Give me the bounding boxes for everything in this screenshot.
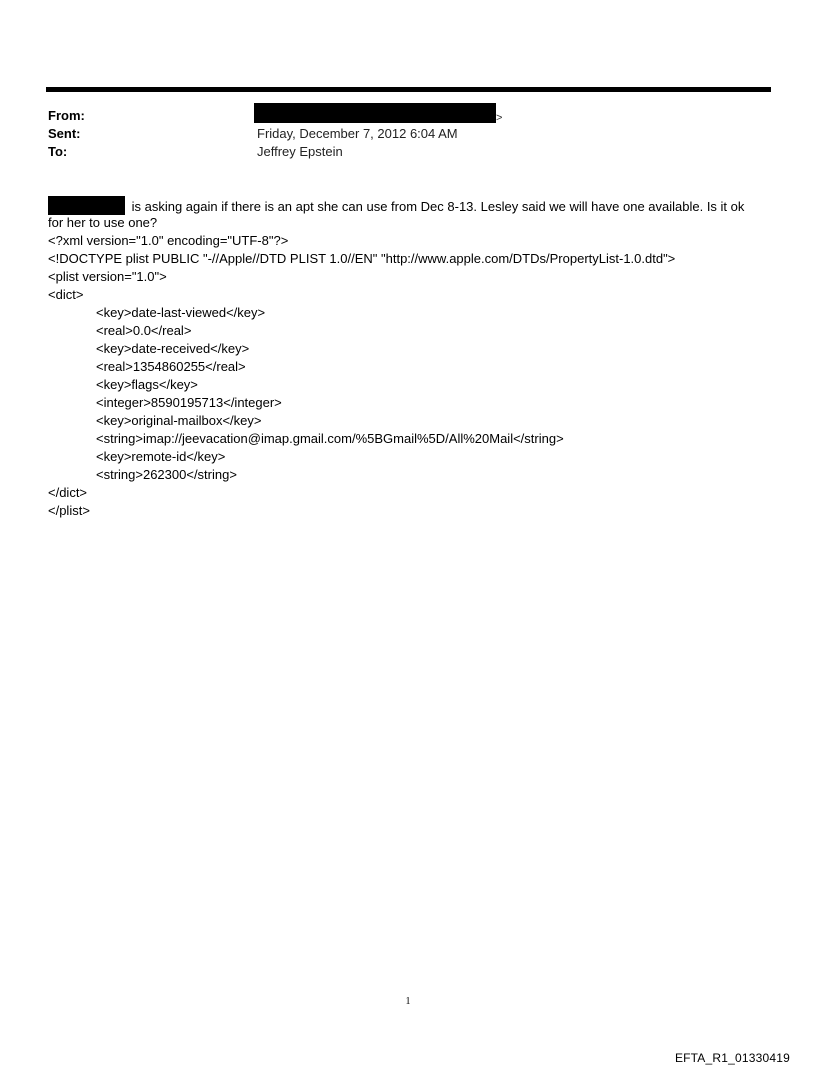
plist-close-tag: </plist> [48, 503, 90, 518]
redaction-bar [254, 103, 496, 123]
to-label: To: [48, 144, 68, 159]
plist-entry: <string>imap://jeevacation@imap.gmail.com/%5BGmail%5D/All%20Mail</string> [96, 431, 564, 446]
header-rule [46, 87, 771, 92]
to-row [48, 143, 768, 161]
plist-open-tag: <plist version="1.0"> [48, 269, 167, 284]
email-body [48, 196, 768, 520]
plist-entry: <key>flags</key> [96, 377, 198, 392]
doctype-line: <!DOCTYPE plist PUBLIC "-//Apple//DTD PLIST 1.0//EN" "http://www.apple.com/DTDs/PropertyList-1.0.dtd"> [48, 251, 676, 266]
plist-entry: <real>0.0</real> [96, 323, 192, 338]
message-line: for her to use one? [48, 215, 158, 230]
xml-declaration: <?xml version="1.0" encoding="UTF-8"?> [48, 233, 289, 248]
plist-entry: <integer>8590195713</integer> [96, 395, 282, 410]
message-line [48, 196, 768, 214]
sent-label: Sent: [48, 126, 81, 141]
email-header [48, 107, 768, 161]
sent-value: Friday, December 7, 2012 6:04 AM [257, 126, 458, 141]
plist-entry: <key>date-received</key> [96, 341, 250, 356]
from-label: From: [48, 108, 85, 123]
page-number: 1 [405, 996, 411, 1007]
from-row [48, 107, 768, 125]
from-value-suffix: > [496, 112, 503, 124]
message-text: is asking again if there is an apt she can use from Dec 8-13. Lesley said we will have one available. Is it ok [128, 199, 745, 214]
plist-entry: <key>date-last-viewed</key> [96, 305, 266, 320]
plist-entry: <real>1354860255</real> [96, 359, 246, 374]
plist-entry: <key>original-mailbox</key> [96, 413, 262, 428]
plist-entry: <key>remote-id</key> [96, 449, 226, 464]
to-value: Jeffrey Epstein [257, 144, 343, 159]
bates-number: EFTA_R1_01330419 [674, 1051, 790, 1065]
sent-row [48, 125, 768, 143]
dict-open-tag: <dict> [48, 287, 84, 302]
plist-entry: <string>262300</string> [96, 467, 237, 482]
redaction-bar [48, 196, 125, 215]
dict-close-tag: </dict> [48, 485, 88, 500]
